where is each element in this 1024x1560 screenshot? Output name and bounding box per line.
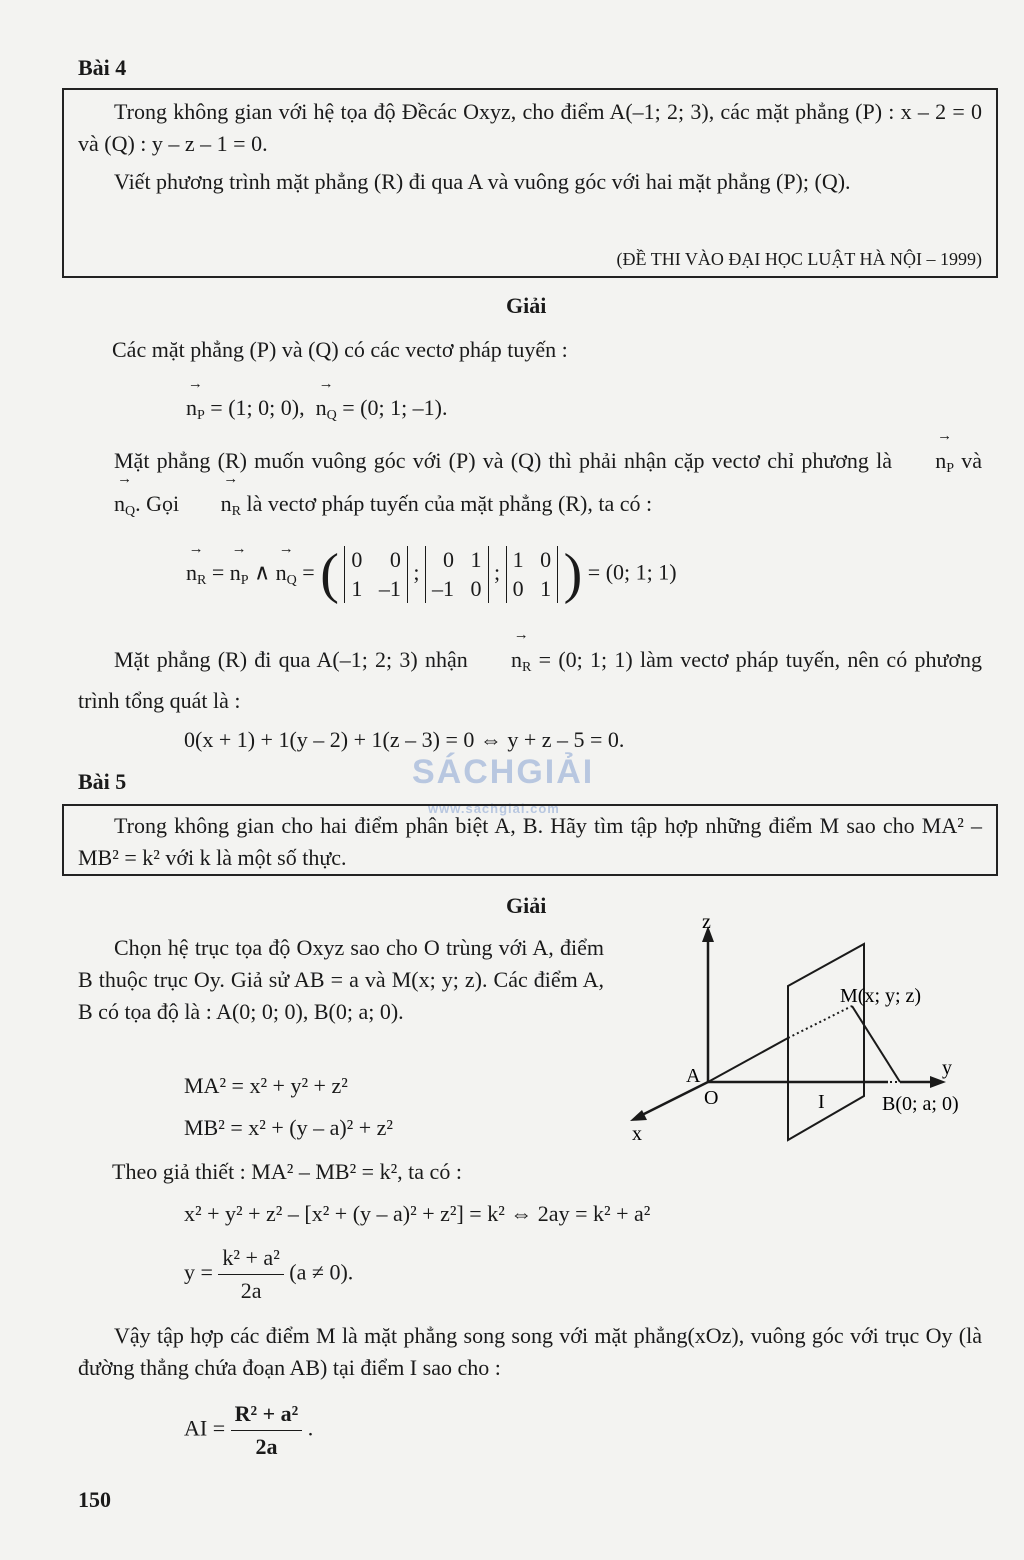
label-M: M(x; y; z) — [840, 985, 922, 1007]
det-1: 0 0 1 –1 — [344, 546, 408, 603]
bai4-normal-vectors: → $n_P = (1$; 0; 0), → $n_Q = (0$; 1; –1). — [186, 392, 448, 426]
det-3: 1 0 0 1 — [506, 546, 559, 603]
eq5-den: 2a — [255, 1433, 278, 1459]
eq5-num: R² + a² — [231, 1398, 303, 1431]
bai4-s3: Mặt phẳng (R) muốn vuông góc với (P) và (Q) thì phải nhận cặp vectơ chỉ phương là → $n_P$ và → $n_Q$. Gọi → $n_R$ là vectơ pháp tuyến của mặt phẳng (R), ta có : — [78, 440, 982, 526]
eq4-den: 2a — [240, 1277, 262, 1303]
bai5-eq1: MA² = x² + y² + z² — [184, 1073, 348, 1098]
x-axis — [640, 1082, 708, 1116]
bai5-solution-title: Giải — [506, 893, 547, 918]
eq4-num: k² + a² — [218, 1242, 283, 1275]
plane — [788, 944, 864, 1140]
bai4-s6: 0(x + 1) + 1(y – 2) + 1(z – 3) = 0 ⇔ y + z – 5 = 0. — [184, 727, 625, 752]
eq4-fraction — [218, 1242, 283, 1307]
watermark-url: www.sachgiai.com — [428, 801, 560, 816]
x-arrow-icon — [630, 1110, 647, 1121]
bai5-s1 — [78, 932, 604, 1028]
bai5-problem-box — [62, 804, 998, 876]
bai4-s1: Các mặt phẳng (P) và (Q) có các vectơ pháp tuyến : — [112, 337, 568, 362]
bai4-source: (ĐỀ THI VÀO ĐẠI HỌC LUẬT HÀ NỘI – 1999) — [616, 249, 982, 269]
bai4-s5-text-a: Mặt phẳng (R) đi qua A(–1; 2; 3) nhận — [114, 647, 468, 672]
segment-AM-hidden — [788, 1006, 852, 1038]
bai4-s3-text-c: . Gọi — [135, 490, 180, 516]
bai5-eq3: x² + y² + z² – [x² + (y – a)² + z²] = k² ⇔ 2ay = k² + a² — [184, 1201, 651, 1226]
label-A: A — [686, 1065, 701, 1087]
page-number: 150 — [78, 1487, 111, 1512]
bai5-s1-text: Chọn hệ trục tọa độ Oxyz sao cho O trùng với A, điểm B thuộc trục Oy. Giả sử AB = a và M(x; y; z). Các điểm A, B có tọa độ là : A(0; 0; 0), B(0; a; 0). — [78, 935, 604, 1024]
label-y: y — [942, 1057, 952, 1079]
coordinate-figure — [620, 910, 1000, 1150]
bai5-eq5: AI = $\frac{\text{R² + a²}}{2a}$ . — [184, 1398, 313, 1463]
bai4-solution-title: Giải — [506, 293, 547, 318]
bai5-s3-text: Vậy tập hợp các điểm M là mặt phẳng song song với mặt phẳng(xOz), vuông góc với trục Oy (là đường thẳng chứa đoạn AB) tại điểm I sao cho : — [78, 1323, 982, 1380]
det-2: 0 1 –1 0 — [425, 546, 489, 603]
eq4-cond: (a ≠ 0). — [289, 1259, 354, 1285]
segment-AM-visible — [708, 1038, 788, 1082]
bai4-s3-text-a: Mặt phẳng (R) muốn vuông góc với (P) và (Q) thì phải nhận cặp vectơ chỉ phương là — [114, 448, 893, 473]
bai4-nr-result: = (0; 1; 1) — [587, 559, 677, 585]
bai4-s3-text-d: là vectơ pháp tuyến của mặt phẳng (R), ta có : — [246, 490, 653, 516]
label-z: z — [702, 911, 711, 933]
label-O: O — [704, 1087, 719, 1109]
bai4-np-value: = (1; 0; 0), — [210, 395, 305, 420]
label-x: x — [632, 1123, 642, 1145]
eq4-lhs: y = — [184, 1259, 213, 1285]
bai5-eq2: MB² = x² + (y – a)² + z² — [184, 1115, 394, 1140]
eq5-fraction — [231, 1398, 303, 1463]
bai4-problem-line2: Viết phương trình mặt phẳng (R) đi qua A và vuông góc với hai mặt phẳng (P); (Q). — [114, 168, 851, 194]
eq5-lhs: AI = — [184, 1415, 226, 1441]
label-B: B(0; a; 0) — [882, 1093, 959, 1115]
bai4-s5-text-b: = (0; 1; 1) làm vectơ pháp tuyến, nên có phương trình tổng quát là : — [78, 647, 983, 713]
bai4-s5: Mặt phẳng (R) đi qua A(–1; 2; 3) nhận → $n_R = (0$; 1; 1) làm vectơ pháp tuyến, nên có phương trình tổng quát là : — [78, 640, 982, 722]
label-I: I — [818, 1091, 825, 1113]
bai5-s3 — [78, 1320, 982, 1384]
bai4-problem-box — [62, 88, 998, 278]
bai5-s2: Theo giả thiết : MA² – MB² = k², ta có : — [112, 1159, 462, 1184]
bai4-nq-value: = (0; 1; –1). — [342, 395, 448, 420]
bai5-eq4 — [184, 1242, 353, 1307]
bai4-problem-line1: Trong không gian với hệ tọa độ Đềcác Oxyz, cho điểm A(–1; 2; 3), các mặt phẳng (P) : x – 2 = 0 và (Q) : y – z – 1 = 0. — [78, 99, 982, 156]
bai4-title: Bài 4 — [78, 55, 127, 80]
bai4-s3-text-b: và — [961, 448, 983, 473]
bai5-problem: Trong không gian cho hai điểm phân biệt A, B. Hãy tìm tập hợp những điểm M sao cho MA² – MB² = k² với k là một số thực. — [78, 813, 982, 870]
watermark-brand: SÁCHGIẢI — [412, 753, 595, 791]
bai5-title: Bài 5 — [78, 769, 127, 794]
bai4-cross-product: → $n_R$ = → $n_P$ ∧ → $n_Q$ = ( 0 0 1 –1 ; 0 1 –1 0 ; 1 0 0 1 ) = (0; 1; 1) — [186, 534, 677, 615]
segment-MB — [852, 1006, 900, 1082]
